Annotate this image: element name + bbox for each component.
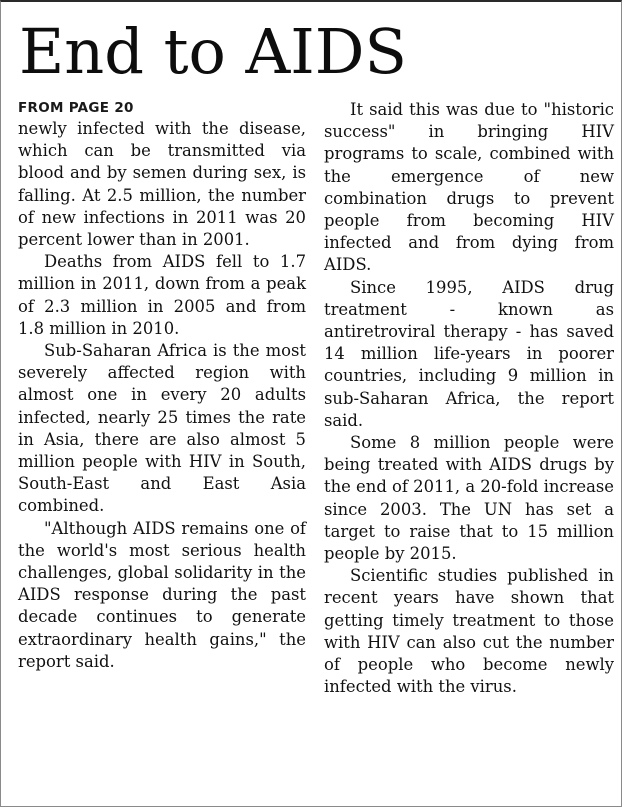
continuation-kicker: FROM PAGE 20 xyxy=(18,100,134,116)
paragraph: "Although AIDS remains one of the world's most serious health challenges, global solidarity in the AIDS response during the past decade continues to generate extraordinary health gains," the report said. xyxy=(18,518,306,671)
paragraph: Since 1995, AIDS drug treatment - known as antiretroviral therapy - has saved 14 million life-years in poorer countries, including 9 million in sub-Saharan Africa, the report said. xyxy=(324,277,614,430)
paragraph: It said this was due to "historic success" in bringing HIV programs to scale, combined with the emergence of new combination drugs to prevent people from becoming HIV infected and from dying from AIDS. xyxy=(324,100,614,275)
right-column xyxy=(324,99,614,698)
headline: End to AIDS xyxy=(19,15,407,88)
paragraph: Some 8 million people were being treated with AIDS drugs by the end of 2011, a 20-fold increase since 2003. The UN has set a target to raise that to 15 million people by 2015. xyxy=(324,433,614,564)
left-column xyxy=(18,99,306,673)
paragraph: Deaths from AIDS fell to 1.7 million in 2011, down from a peak of 2.3 million in 2005 and from 1.8 million in 2010. xyxy=(18,252,306,338)
paragraph: Sub-Saharan Africa is the most severely affected region with almost one in every 20 adults infected, nearly 25 times the rate in Asia, there are also almost 5 million people with HIV in South, South-East and East Asia combined. xyxy=(18,341,306,516)
paragraph: newly infected with the disease, which can be transmitted via blood and by semen during sex, is falling. At 2.5 million, the number of new infections in 2011 was 20 percent lower than in 2001. xyxy=(18,119,306,250)
paragraph: Scientific studies published in recent years have shown that getting timely treatment to those with HIV can also cut the number of people who become newly infected with the virus. xyxy=(324,566,614,697)
